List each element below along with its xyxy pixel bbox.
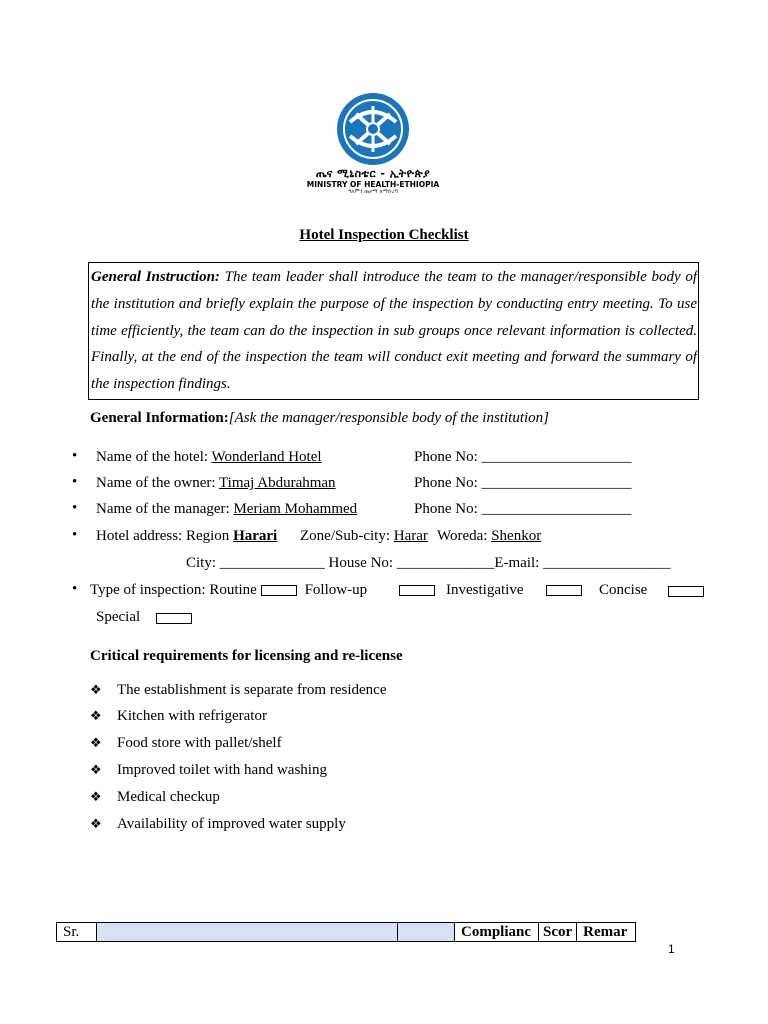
address-label: Hotel address: Region <box>96 528 234 544</box>
diamond-bullet-icon: ❖ <box>90 817 102 832</box>
critical-item: Improved toilet with hand washing <box>117 762 327 778</box>
general-instruction-text: The team leader shall introduce the team to the manager/responsible body of the institution and briefly explain the purpose of the inspection by conducting entry meeting. To use time efficiently, the team can do the inspection in sub groups once relevant information is collected. Finally, at the end of the inspection the team will conduct exit meeting and forward the summary of the inspection findings. <box>91 269 697 393</box>
city-house-email-line[interactable]: City: ______________ House No: _____________E-mail: _________________ <box>186 555 671 571</box>
inspection-type-row <box>90 582 367 599</box>
checkbox-special[interactable] <box>156 613 192 624</box>
ministry-logo <box>300 92 446 210</box>
header-score: Scor <box>539 923 577 942</box>
owner-name-field <box>96 475 336 492</box>
phone-field-2 <box>414 475 632 492</box>
bullet-icon: • <box>72 581 78 597</box>
bullet-icon: • <box>72 527 78 543</box>
header-sr: Sr. <box>57 923 97 942</box>
logo-amharic-name: ጤና ሚኒስቴር - ኢትዮጵያ <box>315 167 431 180</box>
manager-value[interactable]: Meriam Mohammed <box>233 501 358 517</box>
header-blank <box>398 923 455 942</box>
region-value[interactable]: Harari <box>233 528 278 544</box>
phone-label: Phone No: <box>414 475 482 491</box>
header-item <box>97 923 398 942</box>
logo-motto: ዓለምን ጤናማ ለማድረግ <box>348 189 398 195</box>
manager-label: Name of the manager: <box>96 501 234 517</box>
phone-label: Phone No: <box>414 449 482 465</box>
checkbox-investigative[interactable] <box>546 585 582 596</box>
option-follow-up-label: Follow-up <box>304 582 368 598</box>
bullet-icon: • <box>72 500 78 516</box>
page-number: 1 <box>668 942 675 956</box>
woreda-label: Woreda: <box>437 528 492 544</box>
zone-field <box>300 528 428 545</box>
hotel-name-label: Name of the hotel: <box>96 449 212 465</box>
option-investigative-label: Investigative <box>446 582 524 598</box>
owner-label: Name of the owner: <box>96 475 220 491</box>
diamond-bullet-icon: ❖ <box>90 763 102 778</box>
hotel-address-field <box>96 528 277 545</box>
checkbox-routine[interactable] <box>261 585 297 596</box>
logo-english-name: MINISTRY OF HEALTH-ETHIOPIA <box>306 180 440 189</box>
critical-item: Availability of improved water supply <box>117 816 346 832</box>
manager-name-field <box>96 501 357 518</box>
general-information-heading <box>90 410 549 427</box>
checklist-table <box>56 922 636 942</box>
checkbox-concise[interactable] <box>668 586 704 597</box>
phone-blank[interactable]: ____________________ <box>481 449 632 465</box>
phone-blank[interactable]: ____________________ <box>481 475 632 491</box>
phone-field-1 <box>414 449 632 466</box>
option-concise-label: Concise <box>599 582 648 598</box>
phone-blank[interactable]: ____________________ <box>481 501 632 517</box>
woreda-field <box>437 528 541 545</box>
header-remark: Remar <box>577 923 636 942</box>
hotel-name-field <box>96 449 322 466</box>
critical-item: The establishment is separate from residence <box>117 682 387 698</box>
critical-item: Medical checkup <box>117 789 220 805</box>
table-header-row <box>57 923 636 942</box>
inspection-type-label: Type of inspection: <box>90 582 206 598</box>
woreda-value[interactable]: Shenkor <box>491 528 542 544</box>
option-routine-label: Routine <box>209 582 257 598</box>
critical-item: Food store with pallet/shelf <box>117 735 282 751</box>
bullet-icon: • <box>72 448 78 464</box>
header-compliance: Complianc <box>455 923 539 942</box>
general-information-label: General Information: <box>90 410 229 426</box>
critical-requirements-title: Critical requirements for licensing and re-license <box>90 648 403 664</box>
diamond-bullet-icon: ❖ <box>90 709 102 724</box>
owner-value[interactable]: Timaj Abdurahman <box>219 475 336 491</box>
diamond-bullet-icon: ❖ <box>90 736 102 751</box>
zone-label: Zone/Sub-city: <box>300 528 394 544</box>
diamond-bullet-icon: ❖ <box>90 683 102 698</box>
hotel-name-value[interactable]: Wonderland Hotel <box>211 449 322 465</box>
general-instruction-box <box>88 262 699 400</box>
checkbox-follow-up[interactable] <box>399 585 435 596</box>
option-special-label: Special <box>96 609 141 625</box>
critical-item: Kitchen with refrigerator <box>117 708 267 724</box>
page-title: Hotel Inspection Checklist <box>299 227 469 243</box>
ministry-emblem-icon <box>336 92 410 166</box>
zone-value[interactable]: Harar <box>393 528 428 544</box>
diamond-bullet-icon: ❖ <box>90 790 102 805</box>
general-information-note: [Ask the manager/responsible body of the institution] <box>228 410 549 426</box>
phone-field-3 <box>414 501 632 518</box>
bullet-icon: • <box>72 474 78 490</box>
general-instruction-label: General Instruction: <box>91 269 220 285</box>
phone-label: Phone No: <box>414 501 482 517</box>
